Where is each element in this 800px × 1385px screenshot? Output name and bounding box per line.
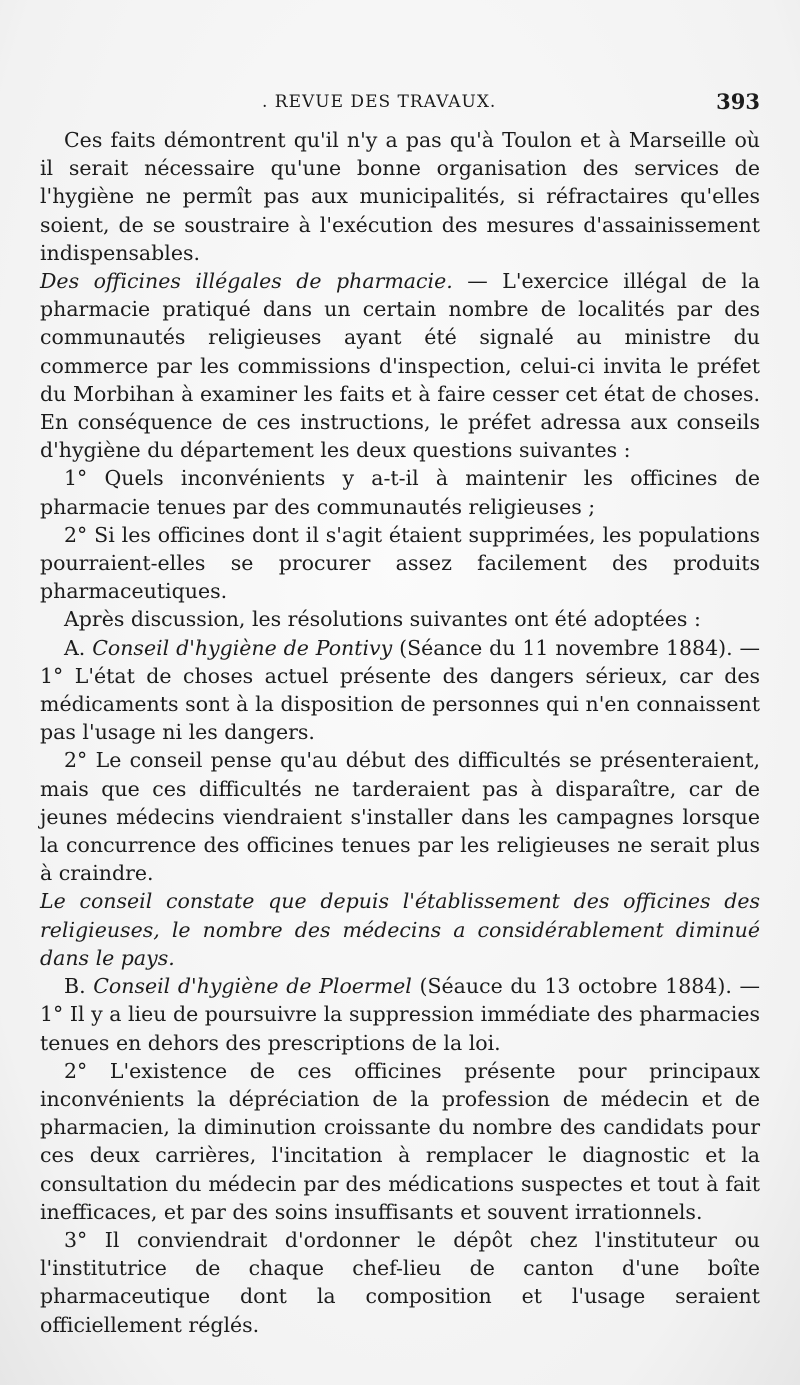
page-number: 393 (716, 89, 760, 114)
resolution-b-label: B. (64, 974, 94, 999)
resolution-b (40, 972, 760, 1057)
resolution-b-3: 3° Il conviendrait d'ordonner le dépôt chez l'instituteur ou l'institutrice de chaque chef-lieu de canton d'une boîte pharmaceutique dont la composition et l'usage seraient officiellement réglés. (40, 1227, 760, 1337)
resolution-a-text: (Séance du 11 novembre 1884). — 1° L'état de choses actuel présente des dangers sérieux, car des médicaments sont à la disposition de personnes qui n'en connaissent pas l'usage ni les dangers. (40, 635, 760, 745)
resolution-a-label: A. (64, 635, 93, 660)
paragraph-illegal-pharmacies (40, 267, 760, 464)
question-2: 2° Si les officines dont il s'agit étaient supprimées, les populations pourraient-elles se procurer assez facilement des produits pharmaceutiques. (40, 522, 760, 604)
resolution-b-2: 2° L'existence de ces officines présente pour principaux inconvénients la dépréciation de la profession de médecin et de pharmacien, la diminution croissante du nombre des candidats pour ces deux carrières, l'incitation à remplacer le diagnostic et la consultation du médecin par des médications suspectes et tout à fait inefficaces, et par des soins insuffisants et souvent irrationnels. (40, 1058, 760, 1224)
resolution-a-2: 2° Le conseil pense qu'au début des difficultés se présenteraient, mais que ces difficultés ne tarderaient pas à disparaître, car de jeunes médecins viendraient s'installer dans les campagnes lorsque la concurrence des officines tenues par les religieuses ne serait plus à craindre. (40, 748, 760, 886)
question-1: 1° Quels inconvénients y a-t-il à maintenir les officines de pharmacie tenues par des communautés religieuses ; (40, 466, 760, 519)
paragraph-sanitation: Ces faits démontrent qu'il n'y a pas qu'à Toulon et à Marseille où il serait nécessaire qu'une bonne organisation des services de l'hygiène ne permît pas aux municipalités, si réfractaires qu'elles soient, de se soustraire à l'exécution des mesures d'assainissement indispensables. (40, 128, 760, 265)
resolution-a-title: Conseil d'hygiène de Pontivy (92, 635, 393, 660)
resolution-b-title: Conseil d'hygiène de Ploermel (93, 974, 412, 999)
resolution-b-text: (Séauce du 13 octobre 1884). — 1° Il y a lieu de poursuivre la suppression immédiate des pharmacies tenues en dehors des prescriptions de la loi. (40, 974, 760, 1055)
resolution-a-note: Le conseil constate que depuis l'établissement des officines des religieuses, le nombre des médecins a considérablement diminué dans le pays. (40, 889, 760, 970)
running-title: . REVUE DES TRAVAUX. (262, 92, 497, 112)
paragraph-resolutions: Après discussion, les résolutions suivantes ont été adoptées : (64, 607, 701, 632)
resolution-a (40, 634, 760, 747)
page-body (40, 126, 760, 1339)
section-text-illegal-pharmacies: — L'exercice illégal de la pharmacie pratiqué dans un certain nombre de localités par des communautés religieuses ayant été signalé au ministre du commerce par les commissions d'inspection, celui-ci invita le préfet du Morbihan à examiner les faits et à faire cesser cet état de choses. En conséquence de ces instructions, le préfet adressa aux conseils d'hygiène du département les deux questions suivantes : (40, 269, 760, 463)
section-title-illegal-pharmacies: Des officines illégales de pharmacie. (40, 269, 453, 294)
